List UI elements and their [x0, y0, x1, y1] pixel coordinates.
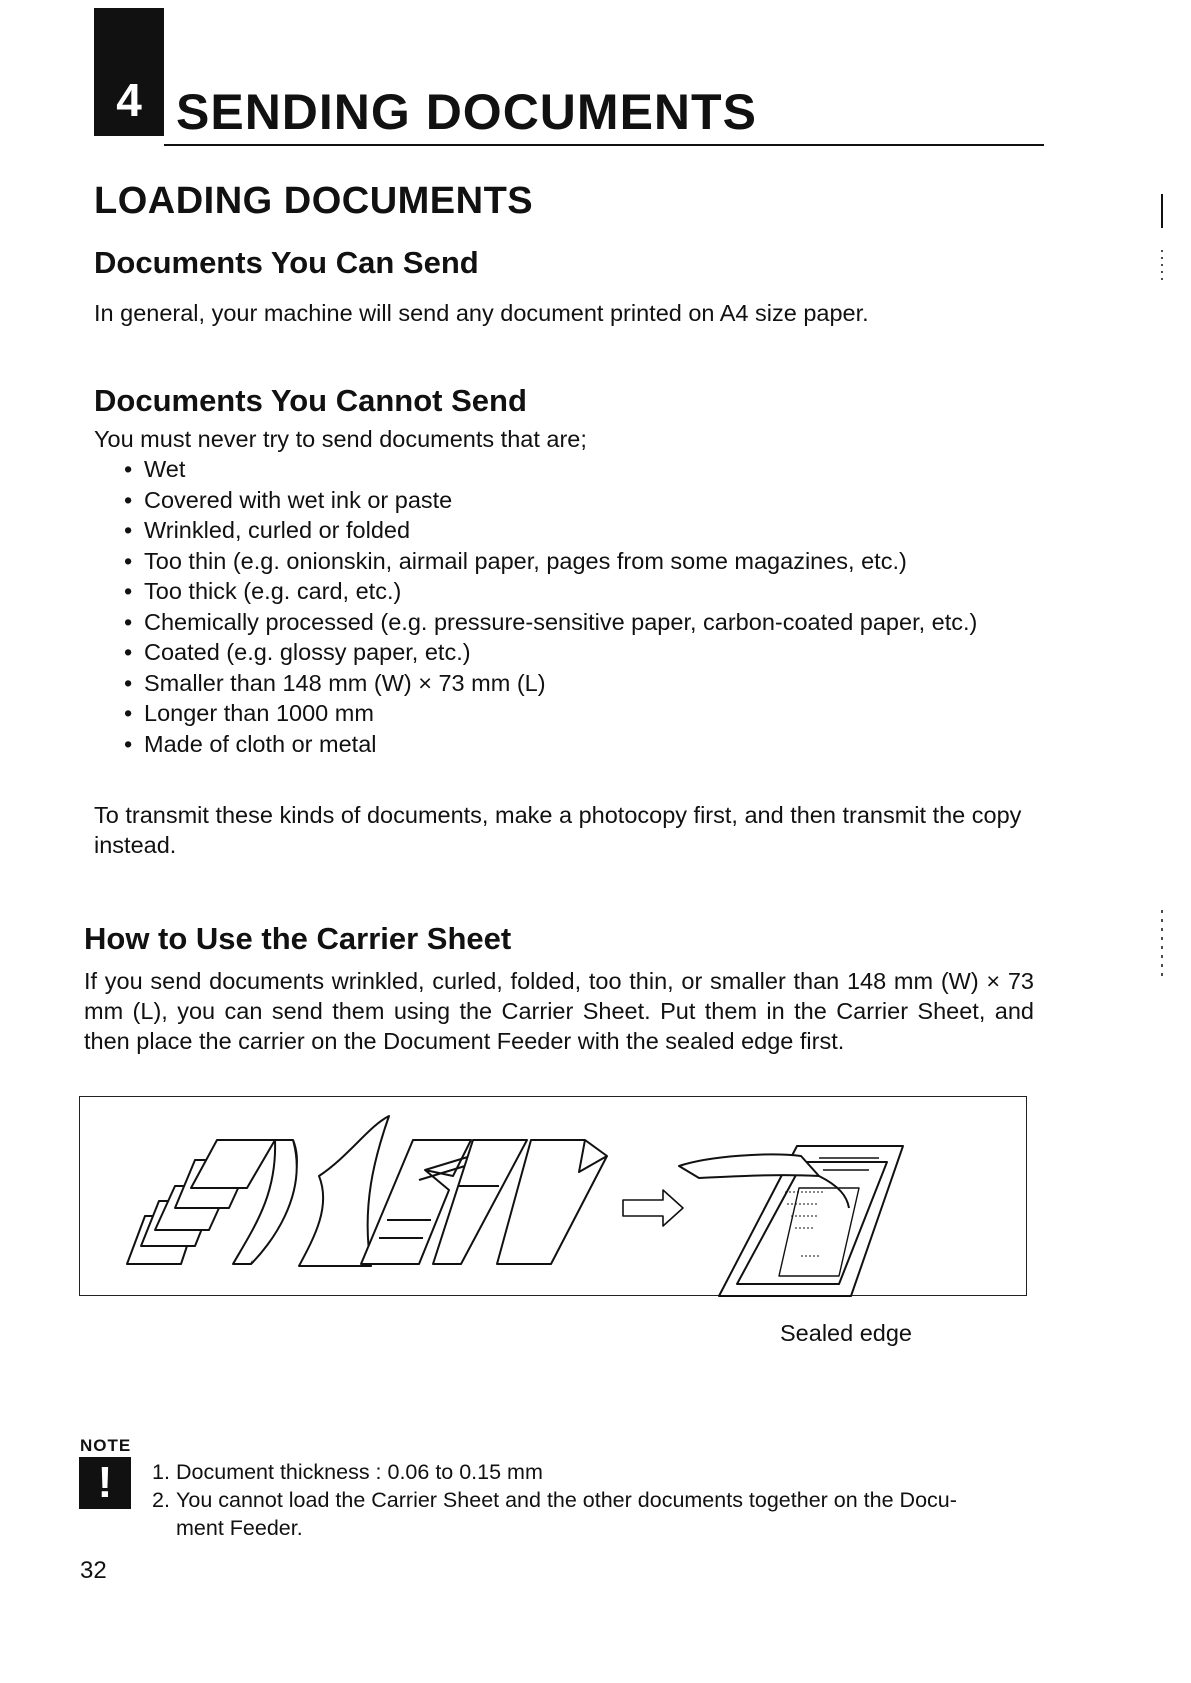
list-item: • Coated (e.g. glossy paper, etc.) [124, 637, 1084, 668]
cannot-send-list [124, 454, 1084, 759]
section-title: LOADING DOCUMENTS [94, 180, 534, 222]
bullet-icon: • [124, 486, 133, 513]
list-item: • Covered with wet ink or paste [124, 485, 1084, 516]
cannot-send-intro: You must never try to send documents that are; [94, 426, 587, 452]
arrow-right-icon [623, 1190, 683, 1226]
chapter-divider [164, 144, 1044, 146]
list-item: • Longer than 1000 mm [124, 698, 1084, 729]
bullet-icon: • [124, 608, 133, 635]
note-item: 1. Document thickness : 0.06 to 0.15 mm [152, 1460, 543, 1484]
bullet-icon: • [124, 547, 133, 574]
note-label: NOTE [80, 1436, 132, 1455]
page-number: 32 [80, 1557, 107, 1584]
note-list [152, 1458, 1052, 1542]
list-item: • Smaller than 148 mm (W) × 73 mm (L) [124, 668, 1084, 699]
exclamation-icon: ! [79, 1457, 131, 1509]
list-item: • Wrinkled, curled or folded [124, 515, 1084, 546]
carrier-sheet-illustration [79, 1096, 1029, 1318]
chapter-number: 4 [116, 74, 142, 126]
carrier-text: If you send documents wrinkled, curled, folded, too thin, or smaller than 148 mm (W) × 73 mm (L), you can send them using the Carrier Sheet. Put them in the Carrier Sheet, and then place the carrier on the Document Feeder with the sealed edge first. [84, 968, 1034, 1054]
chapter-title: SENDING DOCUMENTS [176, 84, 757, 140]
bullet-icon: • [124, 639, 133, 665]
note-item: 2. You cannot load the Carrier Sheet and the other documents together on the Docu- ment Feeder. [152, 1488, 957, 1540]
list-item: • Wet [124, 454, 1084, 485]
bullet-icon: • [124, 578, 133, 604]
bullet-icon: • [124, 700, 133, 726]
figure-caption: Sealed edge [780, 1320, 912, 1346]
list-item: • Too thick (e.g. card, etc.) [124, 576, 1084, 607]
list-item: • Chemically processed (e.g. pressure-sensitive paper, carbon-coated paper, etc.) [124, 607, 1084, 638]
cannot-send-heading: Documents You Cannot Send [94, 383, 527, 418]
list-item: • Made of cloth or metal [124, 729, 1084, 760]
margin-marks [1152, 190, 1172, 990]
bullet-icon: • [124, 730, 133, 757]
bullet-icon: • [124, 669, 133, 696]
bullet-icon: • [124, 456, 133, 482]
bullet-icon: • [124, 517, 133, 543]
can-send-text: In general, your machine will send any document printed on A4 size paper. [94, 300, 869, 326]
can-send-heading: Documents You Can Send [94, 245, 479, 280]
list-item: • Too thin (e.g. onionskin, airmail paper, pages from some magazines, etc.) [124, 546, 1084, 577]
cannot-send-outro: To transmit these kinds of documents, make a photocopy first, and then transmit the copy instead. [94, 802, 1022, 858]
carrier-heading: How to Use the Carrier Sheet [84, 921, 512, 956]
